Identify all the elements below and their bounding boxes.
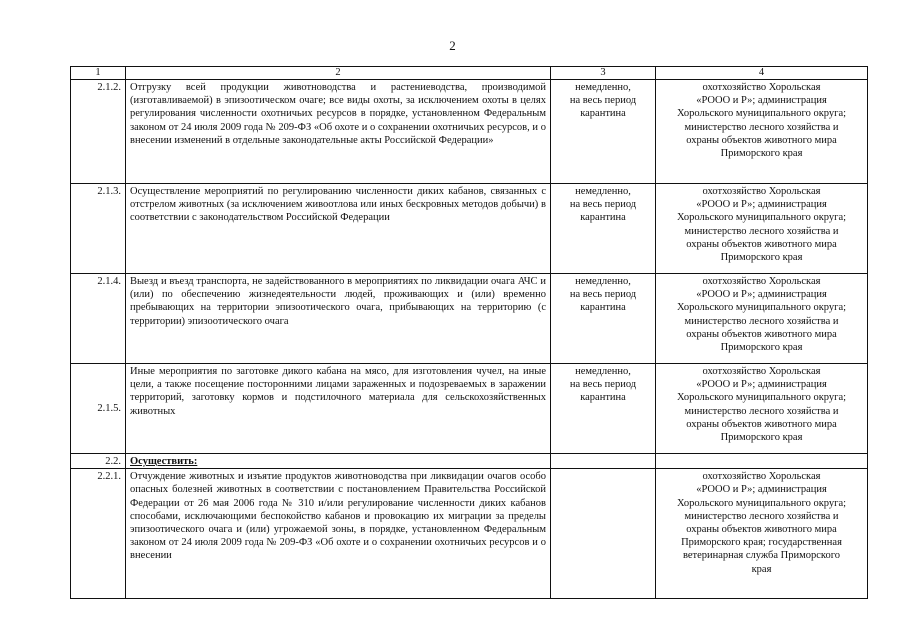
item-term xyxy=(551,184,656,274)
section-number: 2.2. xyxy=(71,454,126,469)
responsible-line: «РООО и Р»; администрация xyxy=(696,289,827,301)
item-number: 2.1.2. xyxy=(71,80,126,184)
responsible-line: охраны объектов животного мира xyxy=(686,328,837,340)
responsible-line: Хорольского муниципального округа; xyxy=(676,212,847,224)
item-description: Выезд и въезд транспорта, не задействованного в мероприятиях по ликвидации очага АЧС и (или) по обеспечению жизнедеятельности людей, проживающих и (или) временно пребывающих на территории эпизоотического очага, прибывающих на территорию (с территории) эпизоотического очага xyxy=(126,274,551,364)
responsible-line: Приморского края xyxy=(720,252,803,264)
responsible-line: Приморского края xyxy=(720,342,803,354)
item-number: 2.1.4. xyxy=(71,274,126,364)
item-responsible xyxy=(656,364,868,454)
term-line: немедленно, xyxy=(575,186,631,197)
responsible-line: министерство лесного хозяйства и xyxy=(684,405,839,417)
section-heading: Осуществить: xyxy=(126,454,551,469)
term-line: карантина xyxy=(580,392,626,404)
column-header: 4 xyxy=(656,67,868,80)
item-number: 2.1.5. xyxy=(71,364,126,454)
column-header: 3 xyxy=(551,67,656,80)
responsible-line: охраны объектов животного мира xyxy=(686,238,837,250)
responsible-line: Хорольского муниципального округа; xyxy=(676,108,847,120)
item-responsible xyxy=(656,80,868,184)
term-line: на весь период xyxy=(569,199,637,211)
responsible-line: министерство лесного хозяйства и xyxy=(684,225,839,237)
page-number: 2 xyxy=(449,38,456,53)
column-header: 1 xyxy=(71,67,126,80)
responsible-line: «РООО и Р»; администрация xyxy=(696,484,827,496)
responsible-line: министерство лесного хозяйства и xyxy=(684,315,839,327)
responsible-line: «РООО и Р»; администрация xyxy=(696,199,827,211)
responsible-line: Хорольского муниципального округа; xyxy=(676,392,847,404)
table-row xyxy=(71,469,868,599)
responsible-line: охотхозяйство Хорольская xyxy=(702,471,821,483)
term-line: немедленно, xyxy=(575,366,631,377)
responsible-line: охраны объектов животного мира xyxy=(686,418,837,430)
column-header: 2 xyxy=(126,67,551,80)
item-responsible xyxy=(656,274,868,364)
term-line: на весь период xyxy=(569,95,637,107)
item-term xyxy=(551,364,656,454)
responsible-line: Приморского края; государственная xyxy=(681,537,842,549)
empty-cell xyxy=(656,454,868,469)
item-responsible xyxy=(656,184,868,274)
item-description: Осуществление мероприятий по регулированию численности диких кабанов, связанных с отстрелом животных (за исключением живоотлова или иных бескровных методов добычи) в соответствии с законодательством Российской Федерации xyxy=(126,184,551,274)
responsible-line: Приморского края xyxy=(720,148,803,160)
responsible-line: охраны объектов животного мира xyxy=(686,134,837,146)
responsible-line: охотхозяйство Хорольская xyxy=(702,186,821,197)
term-line: карантина xyxy=(580,212,626,224)
term-line: на весь период xyxy=(569,289,637,301)
responsible-line: Хорольского муниципального округа; xyxy=(676,497,847,509)
item-responsible xyxy=(656,469,868,599)
empty-cell xyxy=(551,454,656,469)
table-row xyxy=(71,184,868,274)
item-number: 2.1.3. xyxy=(71,184,126,274)
table-row xyxy=(71,274,868,364)
responsible-line: охотхозяйство Хорольская xyxy=(702,366,821,377)
responsible-line: Приморского края xyxy=(720,432,803,444)
responsible-line: Хорольского муниципального округа; xyxy=(676,302,847,314)
responsible-line: края xyxy=(751,563,772,575)
responsible-line: министерство лесного хозяйства и xyxy=(684,121,839,133)
item-description: Отгрузку всей продукции животноводства и растениеводства, производимой (изготавливаемой) в эпизоотическом очаге; все виды охоты, за исключением охоты в целях регулирования численности охотничьих ресурсов в порядке, установленном Федеральным законом от 24 июля 2009 года № 209-ФЗ «Об охоте и о сохранении охотничьих ресурсов, и о внесении изменений в отдельные законодательные акты Российской Федерации» xyxy=(126,80,551,184)
responsible-line: «РООО и Р»; администрация xyxy=(696,379,827,391)
table-header-row xyxy=(71,67,868,80)
table-row xyxy=(71,364,868,454)
term-line: на весь период xyxy=(569,379,637,391)
term-line: немедленно, xyxy=(575,82,631,93)
item-term xyxy=(551,80,656,184)
item-description: Иные мероприятия по заготовке дикого кабана на мясо, для изготовления чучел, на иные цели, а также посещение посторонними лицами зараженных и подозреваемых в заражении территорий, заготовку кормов и подстилочного материала для сельскохозяйственных животных xyxy=(126,364,551,454)
item-term xyxy=(551,274,656,364)
responsible-line: ветеринарная служба Приморского xyxy=(682,550,841,562)
table-row xyxy=(71,80,868,184)
item-number: 2.2.1. xyxy=(71,469,126,599)
table-row xyxy=(71,454,868,469)
responsible-line: охотхозяйство Хорольская xyxy=(702,276,821,287)
item-term xyxy=(551,469,656,599)
responsible-line: охотхозяйство Хорольская xyxy=(702,82,821,93)
responsible-line: «РООО и Р»; администрация xyxy=(696,95,827,107)
term-line: карантина xyxy=(580,108,626,120)
responsible-line: охраны объектов животного мира xyxy=(686,524,837,536)
item-description: Отчуждение животных и изъятие продуктов животноводства при ликвидации очагов особо опасных болезней животных в соответствии с постановлением Правительства Российской Федерации от 26 мая 2006 года № 310 и/или регулирование численности диких кабанов способами, исключающими беспокойство кабанов и провокацию их миграции за пределы эпизоотического очага и (или) угрожаемой зоны, в порядке, установленном Федеральным законом от 24 июля 2009 года № 209-ФЗ «Об охоте и о сохранении охотничьих ресурсов и о внесении xyxy=(126,469,551,599)
measures-table xyxy=(70,66,868,599)
term-line: карантина xyxy=(580,302,626,314)
term-line: немедленно, xyxy=(575,276,631,287)
responsible-line: министерство лесного хозяйства и xyxy=(684,510,839,522)
